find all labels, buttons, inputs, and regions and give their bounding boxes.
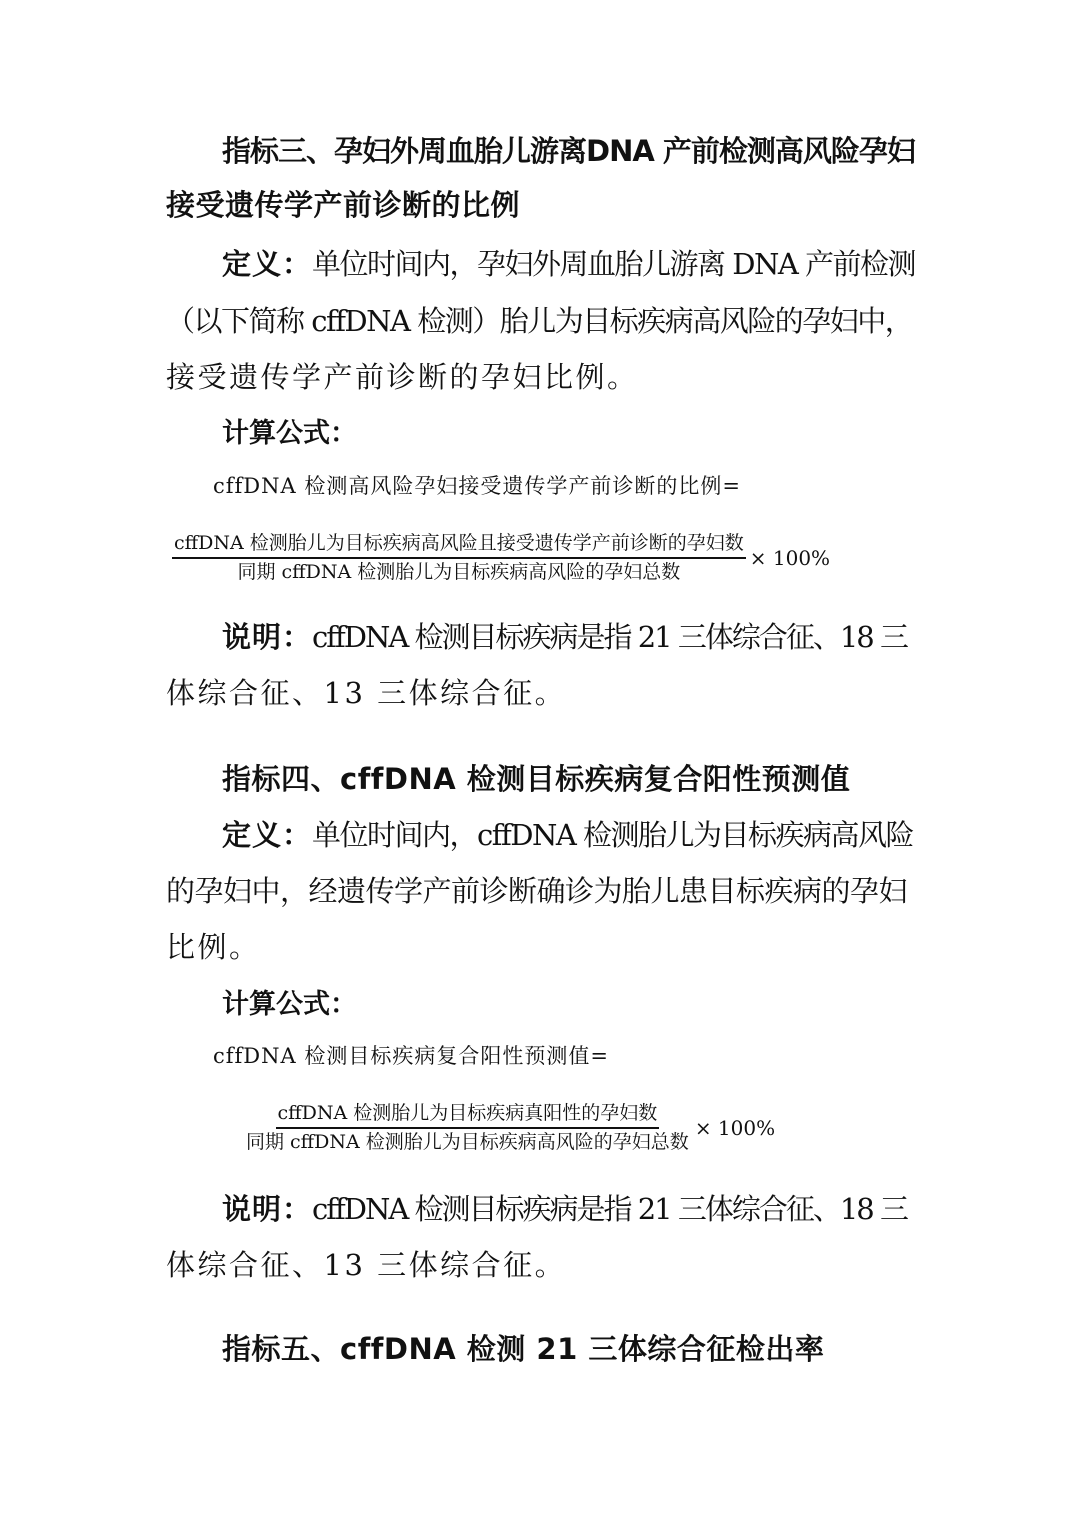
section-4-definition-line-2: 的孕妇中，经遗传学产前诊断确诊为胎儿患目标疾病的孕妇 — [166, 874, 908, 908]
note-label: 说明： — [222, 620, 313, 654]
section-3-heading-line-2: 接受遗传学产前诊断的比例 — [166, 188, 521, 222]
fraction-multiplier: × 100% — [694, 1116, 776, 1140]
note-text: cffDNA 检测目标疾病是指 21 三体综合征、18 三 — [312, 620, 907, 654]
definition-text: 单位时间内，cffDNA 检测胎儿为目标疾病高风险 — [312, 818, 914, 852]
section-3-definition-line-2: （以下简称 cffDNA 检测）胎儿为目标疾病高风险的孕妇中， — [166, 304, 913, 338]
section-5-heading: 指标五、cffDNA 检测 21 三体综合征检出率 — [222, 1332, 825, 1366]
fraction-denominator: 同期 cffDNA 检测胎儿为目标疾病高风险的孕妇总数 — [237, 561, 681, 583]
fraction-body — [172, 530, 746, 586]
section-3-formula-fraction — [172, 530, 830, 586]
section-3-note-line-2: 体综合征、13 三体综合征。 — [166, 676, 567, 710]
fraction-body — [244, 1100, 691, 1156]
section-3-definition-line-1 — [222, 237, 918, 291]
section-3-definition-line-3: 接受遗传学产前诊断的孕妇比例。 — [166, 360, 639, 394]
fraction-denominator: 同期 cffDNA 检测胎儿为目标疾病高风险的孕妇总数 — [246, 1131, 689, 1153]
section-3-formula-lhs: cffDNA 检测高风险孕妇接受遗传学产前诊断的比例= — [213, 474, 741, 498]
section-4-heading: 指标四、cffDNA 检测目标疾病复合阳性预测值 — [222, 762, 851, 796]
fraction-numerator: cffDNA 检测胎儿为目标疾病真阳性的孕妇数 — [276, 1100, 660, 1129]
definition-label: 定义： — [222, 818, 313, 852]
section-4-note-line-1 — [222, 1182, 918, 1236]
section-4-calc-label: 计算公式： — [222, 989, 357, 1020]
definition-text: 单位时间内，孕妇外周血胎儿游离 DNA 产前检测 — [312, 247, 916, 281]
note-text: cffDNA 检测目标疾病是指 21 三体综合征、18 三 — [312, 1192, 907, 1226]
fraction-numerator: cffDNA 检测胎儿为目标疾病高风险且接受遗传学产前诊断的孕妇数 — [172, 530, 746, 559]
section-3-calc-label: 计算公式： — [222, 418, 357, 449]
section-4-formula-fraction — [244, 1100, 775, 1156]
section-3-heading-line-1: 指标三、孕妇外周血胎儿游离DNA 产前检测高风险孕妇 — [222, 134, 915, 168]
section-4-definition-line-1 — [222, 808, 918, 862]
definition-label: 定义： — [222, 247, 313, 281]
section-4-note-line-2: 体综合征、13 三体综合征。 — [166, 1248, 567, 1282]
section-4-formula-lhs: cffDNA 检测目标疾病复合阳性预测值= — [213, 1044, 609, 1068]
note-label: 说明： — [222, 1192, 313, 1226]
section-4-definition-line-3: 比例。 — [166, 930, 261, 964]
section-3-note-line-1 — [222, 610, 918, 664]
fraction-multiplier: × 100% — [749, 546, 831, 570]
